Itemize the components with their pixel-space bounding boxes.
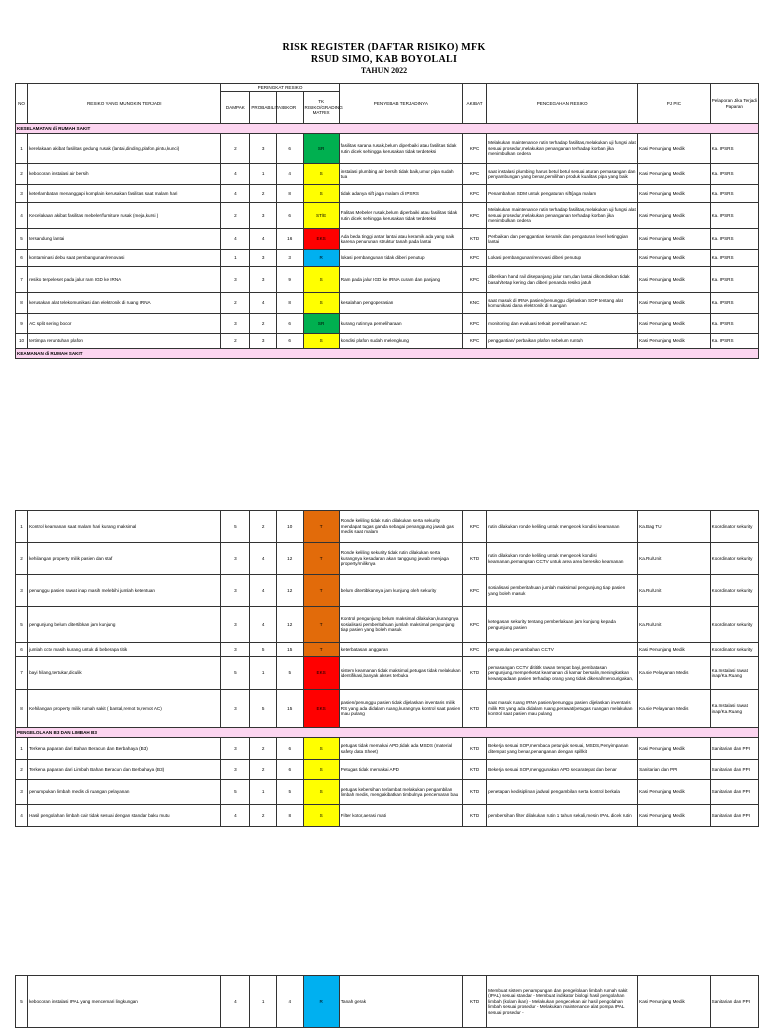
probability-value: 5 xyxy=(250,690,277,728)
table-row xyxy=(16,607,759,643)
prevention-text: sosialisasi pemberitahuan jumlah maksimal pengunjung tiap pasien yang boleh masuk xyxy=(487,575,638,607)
risk-no: 8 xyxy=(16,690,28,728)
effect-code: KTD xyxy=(462,229,486,250)
col-header-rating: PERINGKAT RESIKO xyxy=(221,84,339,92)
table-row xyxy=(16,229,759,250)
impact-value: 4 xyxy=(221,185,250,203)
risk-no: 10 xyxy=(16,334,28,349)
pic-text: Ka.Bag TU xyxy=(638,511,710,543)
impact-value: 2 xyxy=(221,203,250,229)
score-value: 4 xyxy=(276,976,303,1028)
pic-text: Kasi Penunjang Medik xyxy=(638,643,710,657)
prevention-text: penggantian/ perbaikan plafon sebelum runtuh xyxy=(487,334,638,349)
section-b3: PENGELOLAAN B3 DAN LIMBAH B3 xyxy=(16,728,759,738)
prevention-text: ketegasan sekurity tentang pemberlakuan jam kunjung kepada pengunjung pasien xyxy=(487,607,638,643)
table-row xyxy=(16,690,759,728)
risk-no: 7 xyxy=(16,267,28,293)
prevention-text: diberikan hand rail disepanjang jalur ram,dan lantai dikondisikan tidak basah/tetap kering dan diberi penanda resiko jatuh xyxy=(487,267,638,293)
prevention-text: Perbaikan dan penggantian keramik dan pengaturan level ketinggian lantai xyxy=(487,229,638,250)
prevention-text: rutin dilakukan ronde keliling untuk mengecek kondisi keamanan xyxy=(487,511,638,543)
cause-text: belum ditertibkannya jam kunjung oleh sekurity xyxy=(339,575,462,607)
risk-no: 2 xyxy=(16,164,28,185)
table-row xyxy=(16,250,759,267)
score-value: 8 xyxy=(276,293,303,314)
impact-value: 3 xyxy=(221,575,250,607)
table-row xyxy=(16,134,759,164)
report-text: Ka. IPSRS xyxy=(710,229,758,250)
impact-value: 5 xyxy=(221,511,250,543)
risk-description: jumlah cctv masih kurang untuk di beberapa titik xyxy=(28,643,221,657)
risk-no: 8 xyxy=(16,293,28,314)
cause-text: lokasi pembangunan tidak diberi penutup xyxy=(339,250,462,267)
pic-text: Ka.Ru/Unit xyxy=(638,607,710,643)
probability-value: 1 xyxy=(250,657,277,690)
impact-value: 4 xyxy=(221,805,250,827)
risk-description: Hasil pengolahan limbah cair tidak sesuai dengan standar baku mutu xyxy=(28,805,221,827)
table-row xyxy=(16,780,759,805)
grade-cell: S xyxy=(303,185,339,203)
impact-value: 3 xyxy=(221,738,250,760)
report-text: Ka. IPSRS xyxy=(710,203,758,229)
grade-cell: S xyxy=(303,760,339,780)
prevention-text: Melakukan maintenance rutin terhadap fasilitas,melakukan uji fungsi alat sesuai prosedur,melakukan penanganan terhadap korban jika menimbulkan cedera xyxy=(487,134,638,164)
impact-value: 3 xyxy=(221,643,250,657)
effect-code: KPC xyxy=(462,203,486,229)
probability-value: 4 xyxy=(250,293,277,314)
risk-description: Kontrol keamanan saat malam hari kurang maksimal xyxy=(28,511,221,543)
risk-no: 6 xyxy=(16,643,28,657)
report-text: Ka. IPSRS xyxy=(710,250,758,267)
cause-text: kondisi plafon sudah melengkung xyxy=(339,334,462,349)
impact-value: 3 xyxy=(221,690,250,728)
cause-text: Filter kotor,aerasi mati xyxy=(339,805,462,827)
cause-text: petugas tidak memakai APD,tidak ada MSDS (material safety data Sheet) xyxy=(339,738,462,760)
pic-text: Kasi Penunjang Medik xyxy=(638,185,710,203)
table-row xyxy=(16,267,759,293)
probability-value: 2 xyxy=(250,738,277,760)
effect-code: KPC xyxy=(462,185,486,203)
document-title: RISK REGISTER (DAFTAR RISIKO) MFK xyxy=(282,42,486,53)
prevention-text: Penambahan SDM untuk pengaturan sift/jaga malam xyxy=(487,185,638,203)
cause-text: Tanah gerak xyxy=(339,976,462,1028)
risk-description: penunggu pasien rawat inap masih melebihi jumlah ketentuan xyxy=(28,575,221,607)
section-keamanan: KEAMANAN di RUMAH SAKIT xyxy=(16,349,759,359)
probability-value: 2 xyxy=(250,314,277,334)
probability-value: 1 xyxy=(250,164,277,185)
risk-description: kerelakaan akibat fasilitas gedung rusak (lantai,dinding,plafon,pintu,kunci) xyxy=(28,134,221,164)
impact-value: 3 xyxy=(221,267,250,293)
effect-code: KTD xyxy=(462,690,486,728)
cause-text: sistem keamanan tidak maksimal,petugas tidak melakukan identifikasi,banyak akses terbuka xyxy=(339,657,462,690)
impact-value: 3 xyxy=(221,760,250,780)
effect-code: KTD xyxy=(462,738,486,760)
probability-value: 3 xyxy=(250,267,277,293)
report-text: Ka.Instalasi rawat inap/Ka.Ruang xyxy=(710,657,758,690)
prevention-text: pengusulan penambahan CCTV xyxy=(487,643,638,657)
score-value: 6 xyxy=(276,334,303,349)
probability-value: 5 xyxy=(250,643,277,657)
report-text: Ka. IPSRS xyxy=(710,134,758,164)
effect-code: KTD xyxy=(462,657,486,690)
score-value: 8 xyxy=(276,185,303,203)
probability-value: 4 xyxy=(250,575,277,607)
grade-cell: ST/E xyxy=(303,203,339,229)
impact-value: 2 xyxy=(221,293,250,314)
effect-code: KPC xyxy=(462,314,486,334)
col-header-prevent: PENCEGAHAN RESIKO xyxy=(487,84,638,124)
grade-cell: EKS xyxy=(303,690,339,728)
prevention-text: monitoring dan evaluasi terkait pemeliharaan AC xyxy=(487,314,638,334)
prevention-text: saat masuk di IRNA pasien/penunggu dijelaskan SOP tentang alat komunikasi dana elektronik di ruangan xyxy=(487,293,638,314)
prevention-text: rutin dilakukan ronde keliling untuk mengecek kondisi keamanan,pemangsan CCTV untuk area area beresiko keamanan xyxy=(487,543,638,575)
probability-value: 1 xyxy=(250,780,277,805)
score-value: 12 xyxy=(276,575,303,607)
impact-value: 2 xyxy=(221,134,250,164)
pic-text: Ka.sie Pelayanan Medis xyxy=(638,690,710,728)
risk-description: AC split sering bocor xyxy=(28,314,221,334)
impact-value: 3 xyxy=(221,543,250,575)
grade-cell: S xyxy=(303,164,339,185)
grade-cell: EKS xyxy=(303,657,339,690)
risk-description: kehilangan property milik pasien dan staf xyxy=(28,543,221,575)
probability-value: 2 xyxy=(250,511,277,543)
cause-text: Petugas tidak memakai APD xyxy=(339,760,462,780)
impact-value: 4 xyxy=(221,229,250,250)
score-value: 8 xyxy=(276,805,303,827)
grade-cell: S xyxy=(303,738,339,760)
cause-text: tidak adanya sift jaga malam di IPSRS xyxy=(339,185,462,203)
risk-no: 1 xyxy=(16,511,28,543)
table-row xyxy=(16,643,759,657)
risk-description: resiko terpeleset pada jalur ram IGD ke IRNA xyxy=(28,267,221,293)
risk-description: tertimpa reruntuhan plafon xyxy=(28,334,221,349)
pic-text: Sanitarian dan PPI xyxy=(638,760,710,780)
grade-cell: R xyxy=(303,250,339,267)
cause-text: instalasi plumbing air bersih tidak baik,umur pipa sudah tua xyxy=(339,164,462,185)
document-year: TAHUN 2022 xyxy=(360,66,408,75)
grade-cell: SR xyxy=(303,134,339,164)
impact-value: 4 xyxy=(221,976,250,1028)
pic-text: Kasi Penunjang Medik xyxy=(638,164,710,185)
pic-text: Ka.Ru/Unit xyxy=(638,575,710,607)
grade-cell: T xyxy=(303,575,339,607)
report-text: Sanitarian dan PPI xyxy=(710,976,758,1028)
report-text: Ka.Instalasi rawat inap/Ka.Ruang xyxy=(710,690,758,728)
report-text: Sanitarian dan PPI xyxy=(710,780,758,805)
risk-description: Kehilangan property milik rumah sakit ( bantal,remot tv,remot AC) xyxy=(28,690,221,728)
risk-description: kebocoran instalasi IPAL yang mencemari lingkungan xyxy=(28,976,221,1028)
score-value: 9 xyxy=(276,267,303,293)
table-row xyxy=(16,760,759,780)
cause-text: Ram pada jalur IGD ke IRNA curam dan panjang xyxy=(339,267,462,293)
hospital-name: RSUD SIMO, KAB BOYOLALI xyxy=(310,54,458,65)
grade-cell: S xyxy=(303,267,339,293)
effect-code: KPC xyxy=(462,134,486,164)
prevention-text: saat instalasi plumbing harus betul betul sesuai aturan pemasangan dan penyambungan yang benar,pemilihan produk kualitas pipa yang baik xyxy=(487,164,638,185)
pic-text: Kasi Penunjang Medik xyxy=(638,738,710,760)
effect-code: KTD xyxy=(462,780,486,805)
report-text: Ka. IPSRS xyxy=(710,293,758,314)
pic-text: Kasi Penunjang Medik xyxy=(638,293,710,314)
risk-no: 1 xyxy=(16,738,28,760)
prevention-text: Bekerja sesuai SOP,membaca petunjuk sesuai, MSDS,Penyimpanan ditempat yang benar,penanganan dengan spillkit xyxy=(487,738,638,760)
prevention-text: Bekerja sesuai SOP,menggunakan APD secaratepat dan benar xyxy=(487,760,638,780)
risk-table-page2 xyxy=(15,510,759,827)
impact-value: 4 xyxy=(221,164,250,185)
score-value: 5 xyxy=(276,780,303,805)
cause-text: Ada beda tinggi antar lantai atau keramik ada yang naik karena penurunan struktur tanah pada lantai xyxy=(339,229,462,250)
cause-text: fasilitas sarana rusak,belum diperbaiki atau fasilitas tidak rutin dicek sehingga kerusakan tidak terdeteksi xyxy=(339,134,462,164)
risk-no: 4 xyxy=(16,203,28,229)
report-text: Ka. IPSRS xyxy=(710,164,758,185)
score-value: 3 xyxy=(276,250,303,267)
cause-text: Ronde keliling sekurity tidak rutin dilakukan serta kurangnya kesadaran akan tanggung jawab menjaga property/miliknya xyxy=(339,543,462,575)
pic-text: Kasi Penunjang Medik xyxy=(638,134,710,164)
score-value: 6 xyxy=(276,760,303,780)
table-row xyxy=(16,976,759,1028)
risk-description: Terkena paparan dari Limbah Bahan Beracun dan Berbahaya (B3) xyxy=(28,760,221,780)
risk-table-page1 xyxy=(15,83,759,359)
impact-value: 3 xyxy=(221,314,250,334)
col-header-risk: RESIKO YANG MUNGKIN TERJADI xyxy=(28,84,221,124)
cause-text: keterbatasan anggaran xyxy=(339,643,462,657)
effect-code: KPC xyxy=(462,334,486,349)
pic-text: Ka.Ru/Unit xyxy=(638,543,710,575)
impact-value: 1 xyxy=(221,250,250,267)
col-header-matrix: TK RISIKO/GRADING MATRIX xyxy=(303,92,339,124)
probability-value: 4 xyxy=(250,543,277,575)
effect-code: KPC xyxy=(462,607,486,643)
risk-no: 9 xyxy=(16,314,28,334)
probability-value: 3 xyxy=(250,203,277,229)
prevention-text: Lokasi pembangunan/renovasi diberi penutup xyxy=(487,250,638,267)
score-value: 15 xyxy=(276,690,303,728)
score-value: 6 xyxy=(276,314,303,334)
risk-table-page3 xyxy=(15,975,759,1028)
cause-text: pasien/penunggu pasien tidak dijelaskan inventaris milik RS yang ada didalam ruang,kurangnya kontrol saat pasien mau pulang xyxy=(339,690,462,728)
probability-value: 2 xyxy=(250,760,277,780)
risk-no: 3 xyxy=(16,575,28,607)
score-value: 5 xyxy=(276,657,303,690)
effect-code: KTD xyxy=(462,805,486,827)
risk-no: 2 xyxy=(16,543,28,575)
probability-value: 4 xyxy=(250,229,277,250)
effect-code: KTD xyxy=(462,760,486,780)
report-text: Ka. IPSRS xyxy=(710,334,758,349)
pic-text: Ka.sie Pelayanan Medis xyxy=(638,657,710,690)
col-header-pic: PJ PIC xyxy=(638,84,710,124)
report-text: Sanitarian dan PPI xyxy=(710,738,758,760)
probability-value: 3 xyxy=(250,334,277,349)
report-text: Sanitarian dan PPI xyxy=(710,805,758,827)
pic-text: Kasi Penunjang Medik xyxy=(638,976,710,1028)
grade-cell: S xyxy=(303,780,339,805)
probability-value: 2 xyxy=(250,185,277,203)
col-header-akibat: AKIBAT xyxy=(462,84,486,124)
effect-code: KPC xyxy=(462,250,486,267)
table-row xyxy=(16,293,759,314)
pic-text: Kasi Penunjang Medik xyxy=(638,229,710,250)
risk-description: kerusakan alat telekomunikasi dan elektronik di ruang IRNA xyxy=(28,293,221,314)
report-text: Koordinator sekurity xyxy=(710,511,758,543)
grade-cell: T xyxy=(303,511,339,543)
col-header-skor: SKOR xyxy=(276,92,303,124)
pic-text: Kasi Penunjang Medik xyxy=(638,267,710,293)
report-text: Ka. IPSRS xyxy=(710,314,758,334)
risk-no: 5 xyxy=(16,229,28,250)
impact-value: 5 xyxy=(221,657,250,690)
risk-no: 3 xyxy=(16,185,28,203)
col-header-no: NO xyxy=(16,84,28,124)
table-row xyxy=(16,575,759,607)
report-text: Koordinator sekurity xyxy=(710,575,758,607)
effect-code: KPC xyxy=(462,267,486,293)
score-value: 16 xyxy=(276,229,303,250)
risk-no: 3 xyxy=(16,780,28,805)
prevention-text: saat masuk ruang IRNA pasien/penunggu pasien dijelaskan inventaris milik RS yang ada didalam ruang,perawat/petugas ruangan melakukan kontrol saat pasien mau pulang xyxy=(487,690,638,728)
cause-text: Ronde keliling tidak rutin dilakukan serta sekurity mendapat tugas ganda sebagai penanggung jawab gas medis saat malam xyxy=(339,511,462,543)
report-text: Ka. IPSRS xyxy=(710,267,758,293)
effect-code: KPC xyxy=(462,575,486,607)
grade-cell: R xyxy=(303,976,339,1028)
table-row xyxy=(16,203,759,229)
prevention-text: Membuat sistem penampungan dan pengelolaan limbah rumah sakit (IPAL) sesuai standar - Membuat indikator biologi hasil pengolahan limbah (kolam ikan) - Melakukan pengecekan air hasil pengolahan limbah sesuai prosedur - Melakukan maintenance alat pompa IPAL sesuai prosedur - xyxy=(487,976,638,1028)
grade-cell: T xyxy=(303,543,339,575)
table-row xyxy=(16,805,759,827)
score-value: 12 xyxy=(276,543,303,575)
report-text: Koordinator sekurity xyxy=(710,643,758,657)
risk-no: 5 xyxy=(16,976,28,1028)
probability-value: 3 xyxy=(250,250,277,267)
effect-code: KPC xyxy=(462,164,486,185)
section-keselamatan: KESELAMATAN di RUMAH SAKIT xyxy=(16,124,759,134)
risk-description: kontaminasi debu saat pembangunan/renovasi xyxy=(28,250,221,267)
cause-text: Kontrol pengunjung belum maksimal dilakukan,kurangnya sosialisasi pemberitahuan jumlah maksimal pengunjung tiap pasien yang boleh masuk xyxy=(339,607,462,643)
pic-text: Kasi Penunjang Medik xyxy=(638,334,710,349)
table-row xyxy=(16,334,759,349)
risk-no: 5 xyxy=(16,607,28,643)
impact-value: 5 xyxy=(221,780,250,805)
report-text: Koordinator sekurity xyxy=(710,543,758,575)
risk-no: 6 xyxy=(16,250,28,267)
pic-text: Kasi Penunjang Medik xyxy=(638,805,710,827)
cause-text: kesalahan pengoperasian xyxy=(339,293,462,314)
grade-cell: S xyxy=(303,334,339,349)
prevention-text: pemasangan CCTV ditititk rawan tempat bayi,pembatasan pengunjung,memperketat keamanan di kamar bersalin,meningkatkan kewaspadaan pasien terhadap orang yang tidak dikenal/mencurigakan, xyxy=(487,657,638,690)
score-value: 10 xyxy=(276,511,303,543)
grade-cell: T xyxy=(303,607,339,643)
report-text: Koordinator sekurity xyxy=(710,607,758,643)
table-row xyxy=(16,657,759,690)
grade-cell: S xyxy=(303,293,339,314)
effect-code: KTD xyxy=(462,543,486,575)
table-row xyxy=(16,511,759,543)
score-value: 6 xyxy=(276,203,303,229)
report-text: Ka. IPSRS xyxy=(710,185,758,203)
risk-no: 1 xyxy=(16,134,28,164)
table-row xyxy=(16,738,759,760)
score-value: 12 xyxy=(276,607,303,643)
col-header-cause: PENYEBAB TERJADINYA xyxy=(339,84,462,124)
impact-value: 2 xyxy=(221,334,250,349)
table-row xyxy=(16,314,759,334)
probability-value: 3 xyxy=(250,134,277,164)
risk-no: 4 xyxy=(16,805,28,827)
pic-text: Kasi Penunjang Medik xyxy=(638,314,710,334)
cause-text: petugas kebersihan terlambat melakukan pengambilan limbah medis, mengakibatkan timbulnya pencemaran bau xyxy=(339,780,462,805)
table-row xyxy=(16,543,759,575)
impact-value: 3 xyxy=(221,607,250,643)
risk-description: keterlambatan menanggapi komplain kerusakan fasilitas saat malam hari xyxy=(28,185,221,203)
risk-description: tersandung lantai xyxy=(28,229,221,250)
grade-cell: S xyxy=(303,805,339,827)
risk-description: kebocoran instalasi air bersih xyxy=(28,164,221,185)
prevention-text: penetapan kedisiplinan jadwal pengambilan serta kontrol berkala xyxy=(487,780,638,805)
score-value: 6 xyxy=(276,134,303,164)
grade-cell: T xyxy=(303,643,339,657)
probability-value: 4 xyxy=(250,607,277,643)
score-value: 4 xyxy=(276,164,303,185)
risk-description: Terkena paparan dari Bahan Beracun dan Berbahaya (B3) xyxy=(28,738,221,760)
table-row xyxy=(16,185,759,203)
cause-text: kurang rutinnya pemeliharaan xyxy=(339,314,462,334)
pic-text: Kasi Penunjang Medik xyxy=(638,250,710,267)
grade-cell: EKS xyxy=(303,229,339,250)
effect-code: KTD xyxy=(462,976,486,1028)
pic-text: Kasi Penunjang Medik xyxy=(638,780,710,805)
risk-description: Kecelakaan akibat fasilitas mebeler/furniture rusak (meja,kursi ) xyxy=(28,203,221,229)
probability-value: 1 xyxy=(250,976,277,1028)
risk-description: penumpukan limbah medis di ruangan pelayanan xyxy=(28,780,221,805)
risk-description: pengunjung belum ditertibkan jam kunjung xyxy=(28,607,221,643)
effect-code: KPC xyxy=(462,643,486,657)
report-text: Sanitarian dan PPI xyxy=(710,760,758,780)
risk-description: bayi hilang,tertukar,diculik xyxy=(28,657,221,690)
pic-text: Kasi Penunjang Medik xyxy=(638,203,710,229)
grade-cell: SR xyxy=(303,314,339,334)
col-header-report: Pelaporan Jika Terjadi Paparan xyxy=(710,84,758,124)
probability-value: 2 xyxy=(250,805,277,827)
prevention-text: pembersihan filter dilakukan rutin 1 tahun sekali,mesin IPAL dicek rutin xyxy=(487,805,638,827)
score-value: 15 xyxy=(276,643,303,657)
prevention-text: Melakukan maintenance rutin terhadap fasilitas,melakukan uji fungsi alat sesuai prosedur,melakukan penanganan terhadap korban jika menimbulkan cedera xyxy=(487,203,638,229)
col-header-prob: PROBABILITAS xyxy=(250,92,277,124)
col-header-dampak: DAMPAK xyxy=(221,92,250,124)
effect-code: KPC xyxy=(462,511,486,543)
risk-no: 2 xyxy=(16,760,28,780)
table-row xyxy=(16,164,759,185)
risk-no: 7 xyxy=(16,657,28,690)
effect-code: KNC xyxy=(462,293,486,314)
score-value: 6 xyxy=(276,738,303,760)
cause-text: Falitas Mebeler rusak,belum diperbaiki atau fasilitas tidak rutin dicek sehingga kerusakan tidak terdeteksi xyxy=(339,203,462,229)
